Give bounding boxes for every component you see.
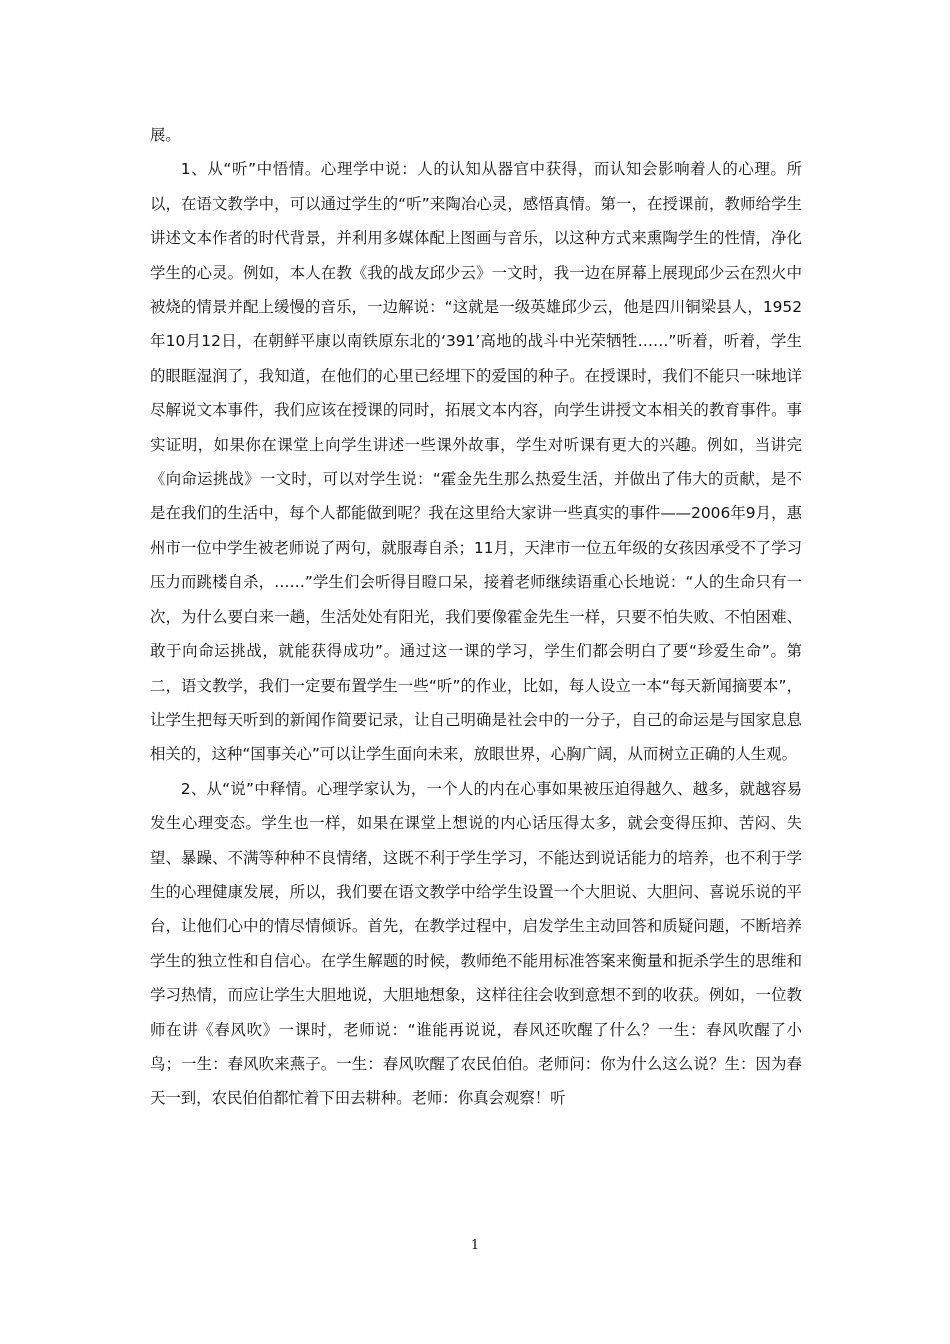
paragraph-listening: 1、从“听”中悟情。心理学中说：人的认知从器官中获得，而认知会影响着人的心理。所以，在语文教学中，可以通过学生的“听”来陶冶心灵，感悟真情。第一，在授课前，教师给学生讲述文本作者的时代背景，并利用多媒体配上图画与音乐，以这种方式来熏陶学生的性情，净化学生的心灵。例如，本人在教《我的战友邱少云》一文时，我一边在屏幕上展现邱少云在烈火中被烧的情景并配上缓慢的音乐，一边解说：“这就是一级英雄邱少云，他是四川铜梁县人，1952年10月12日，在朝鲜平康以南铁原东北的‘391’高地的战斗中光荣牺牲……”听着，听着，学生的眼眶湿润了，我知道，在他们的心里已经埋下的爱国的种子。在授课时，我们不能只一味地详尽解说文本事件，我们应该在授课的同时，拓展文本内容，向学生讲授文本相关的教育事件。事实证明，如果你在课堂上向学生讲述一些课外故事，学生对听课有更大的兴趣。例如，当讲完《向命运挑战》一文时，可以对学生说：“霍金先生那么热爱生活，并做出了伟大的贡献，是不是在我们的生活中，每个人都能做到呢？我在这里给大家讲一些真实的事件——2006年9月，惠州市一位中学生被老师说了两句，就服毒自杀；11月，天津市一位五年级的女孩因承受不了学习压力而跳楼自杀，……”学生们会听得目瞪口呆，接着老师继续语重心长地说：“人的生命只有一次，为什么要白来一趟，生活处处有阳光，我们要像霍金先生一样，只要不怕失败、不怕困难、敢于向命运挑战，就能获得成功”。通过这一课的学习，学生们都会明白了要“珍爱生命”。第二，语文教学，我们一定要布置学生一些“听”的作业，比如，每人设立一本“每天新闻摘要本”，让学生把每天听到的新闻作简要记录，让自己明确是社会中的一分子，自己的命运是与国家息息相关的，这种“国事关心”可以让学生面向未来，放眼世界，心胸广阔，从而树立正确的人生观。 xyxy=(150,160,802,764)
paragraph-speaking: 2、从“说”中释情。心理学家认为，一个人的内在心事如果被压迫得越久、越多，就越容易发生心理变态。学生也一样，如果在课堂上想说的内心话压得太多，就会变得压抑、苦闷、失望、暴躁、不满等种种不良情绪，这既不利于学生学习，不能达到说话能力的培养，也不利于学生的心理健康发展，所以，我们要在语文教学中给学生设置一个大胆说、大胆问、喜说乐说的平台，让他们心中的情尽情倾诉。首先，在教学过程中，启发学生主动回答和质疑问题，不断培养学生的独立性和自信心。在学生解题的时候，教师绝不能用标准答案来衡量和扼杀学生的思维和学习热情，而应让学生大胆地说，大胆地想象，这样往往会收到意想不到的收获。例如，一位教师在讲《春风吹》一课时，老师说：“谁能再说说，春风还吹醒了什么？一生：春风吹醒了小鸟；一生：春风吹来燕子。一生：春风吹醒了农民伯伯。老师问：你为什么这么说？生：因为春天一到，农民伯伯都忙着下田去耕种。老师：你真会观察！听 xyxy=(150,779,802,1108)
page-number: 1 xyxy=(470,1238,480,1253)
body-text xyxy=(150,118,802,1116)
paragraph-continuation: 展。 xyxy=(150,126,181,144)
